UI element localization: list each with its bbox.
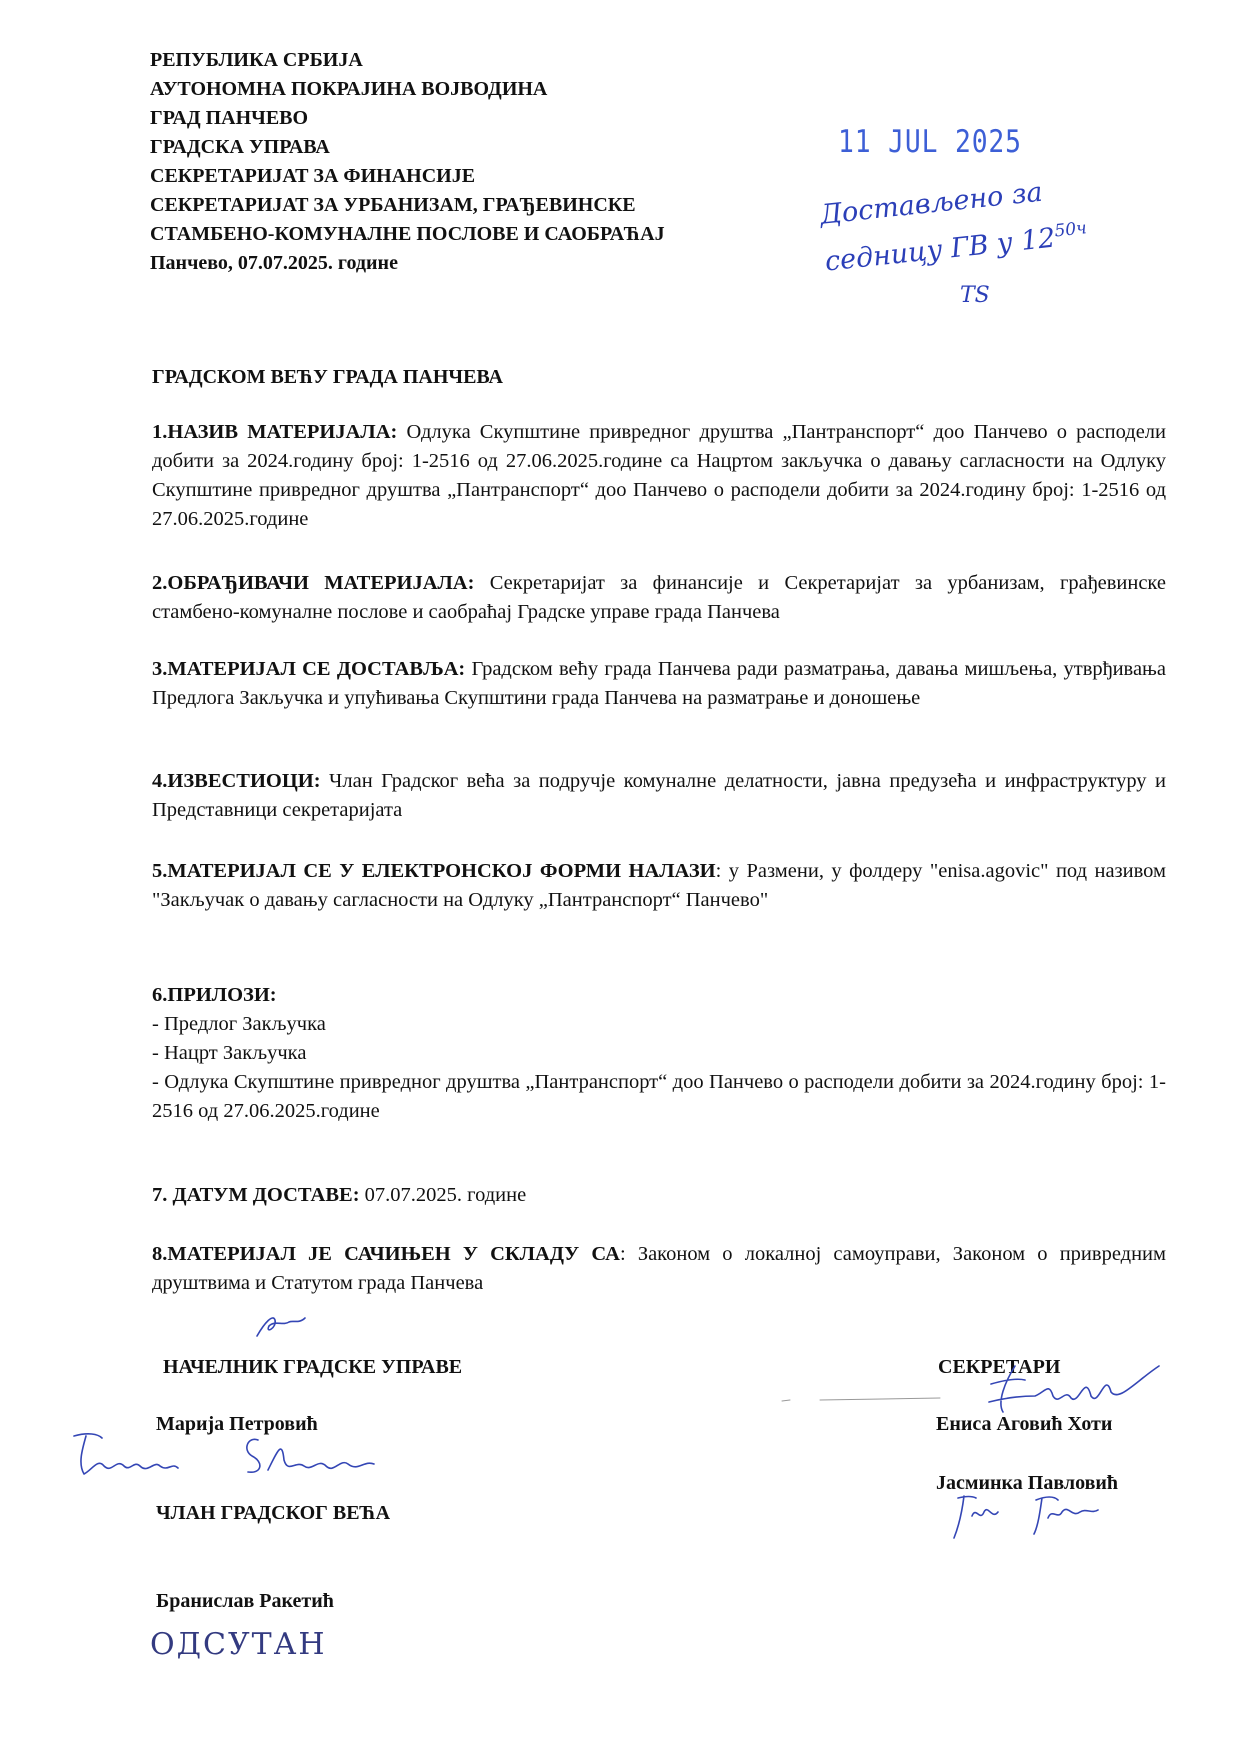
secretary-1-name: Ениса Аговић Хоти <box>936 1413 1113 1435</box>
attachment-item: - Одлука Скупштине привредног друштва „Пантранспорт“ доо Панчево о расподели добити за 2024.годину број: 1-2516 од 27.06.2025.године <box>152 1071 1166 1122</box>
head-title: НАЧЕЛНИК ГРАДСКЕ УПРАВЕ <box>163 1356 463 1378</box>
section-text: Одлука Скупштине привредног друштва „Пантранспорт“ доо Панчево о расподели добити за 2024.годину број: 1-2516 од 27.06.2025.године са Нацртом закључка о давању сагласности на Одлуку Скупштине привредног друштва „Пантранспорт“ доо Панчево о расподели добити за 2024.годину број: 1-2516 од 27.06.2025.године <box>152 421 1166 530</box>
section-1 <box>152 418 1166 534</box>
section-5 <box>152 857 1166 915</box>
secretaries-title: СЕКРЕТАРИ <box>938 1356 1061 1378</box>
header-line: СТАМБЕНО-КОМУНАЛНЕ ПОСЛОВЕ И САОБРАЋАЈ <box>150 223 665 245</box>
section-8 <box>152 1240 1166 1298</box>
section-label: 5.МАТЕРИЈАЛ СЕ У ЕЛЕКТРОНСКОЈ ФОРМИ НАЛАЗИ <box>152 860 716 882</box>
handwritten-absent-note: ОДСУТАН <box>150 1627 327 1662</box>
section-label: 8.МАТЕРИЈАЛ ЈЕ САЧИЊЕН У СКЛАДУ СА <box>152 1243 620 1265</box>
note-line-1: Достављено за <box>818 176 1044 231</box>
received-date-stamp: 11 JUL 2025 <box>838 124 1022 160</box>
secretary-2-name: Јасминка Павловић <box>936 1472 1119 1494</box>
section-text: : Законом о локалној самоуправи, Законом о привредним друштвима и Статутом града Панчева <box>152 1243 1166 1294</box>
pen-stroke-mark <box>780 1395 950 1405</box>
section-text: Секретаријат за финансије и Секретаријат за урбанизам, грађевинске стамбено-комуналне послове и саобраћај Градске управе града Панчева <box>152 572 1166 623</box>
header-line: СЕКРЕТАРИЈАТ ЗА ФИНАНСИЈЕ <box>150 165 476 187</box>
section-text: Члан Градског већа за подручје комуналне делатности, јавна предузећа и инфраструктуру и Представници секретаријата <box>152 770 1166 821</box>
head-signature <box>68 1430 428 1480</box>
note-line-2: седницу ГВ у 12 <box>823 222 1057 278</box>
section-2 <box>152 569 1166 627</box>
handwritten-note <box>818 168 1089 282</box>
section-text: : у Размени, у фолдеру "enisa.agovic" под називом "Закључак о давању сагласности на Одлуку „Пантранспорт“ Панчево" <box>152 860 1166 911</box>
secretary-1-signature <box>975 1362 1165 1422</box>
secretary-2-signature <box>950 1492 1110 1542</box>
section-text: 07.07.2025. године <box>359 1184 527 1206</box>
section-4 <box>152 767 1166 825</box>
note-time: 50ч <box>1053 218 1088 242</box>
council-title: ЧЛАН ГРАДСКОГ ВЕЋА <box>156 1502 391 1524</box>
section-7 <box>152 1181 1166 1210</box>
attachment-item: - Нацрт Закључка <box>152 1042 307 1064</box>
attachment-item: - Предлог Закључка <box>152 1013 326 1035</box>
header-line: ГРАДСКА УПРАВА <box>150 136 330 158</box>
section-3 <box>152 655 1166 713</box>
document-header <box>150 46 665 278</box>
handwritten-initials: TS <box>960 283 990 308</box>
section-label: 7. ДАТУМ ДОСТАВЕ: <box>152 1184 360 1206</box>
section-text: Градском већу града Панчева ради разматрања, давања мишљења, утврђивања Предлога Закључка и упућивања Скупштини града Панчева на разматрање и доношење <box>152 658 1166 709</box>
section-6 <box>152 981 1166 1126</box>
header-line: АУТОНОМНА ПОКРАЈИНА ВОЈВОДИНА <box>150 78 548 100</box>
section-label: 4.ИЗВЕСТИОЦИ: <box>152 770 321 792</box>
section-label: 2.ОБРАЂИВАЧИ МАТЕРИЈАЛА: <box>152 572 475 594</box>
head-name: Марија Петровић <box>156 1413 318 1435</box>
initials-signature <box>255 1312 315 1342</box>
header-line: СЕКРЕТАРИЈАТ ЗА УРБАНИЗАМ, ГРАЂЕВИНСКЕ <box>150 194 636 216</box>
header-line: РЕПУБЛИКА СРБИЈА <box>150 49 363 71</box>
header-line: ГРАД ПАНЧЕВО <box>150 107 309 129</box>
section-label: 3.МАТЕРИЈАЛ СЕ ДОСТАВЉА: <box>152 658 466 680</box>
section-label: 1.НАЗИВ МАТЕРИЈАЛА: <box>152 421 398 443</box>
council-name: Бранислав Ракетић <box>156 1590 334 1612</box>
recipient-heading: ГРАДСКОМ ВЕЋУ ГРАДА ПАНЧЕВА <box>152 366 503 388</box>
header-date: Панчево, 07.07.2025. године <box>150 252 398 274</box>
section-label: 6.ПРИЛОЗИ: <box>152 984 277 1006</box>
